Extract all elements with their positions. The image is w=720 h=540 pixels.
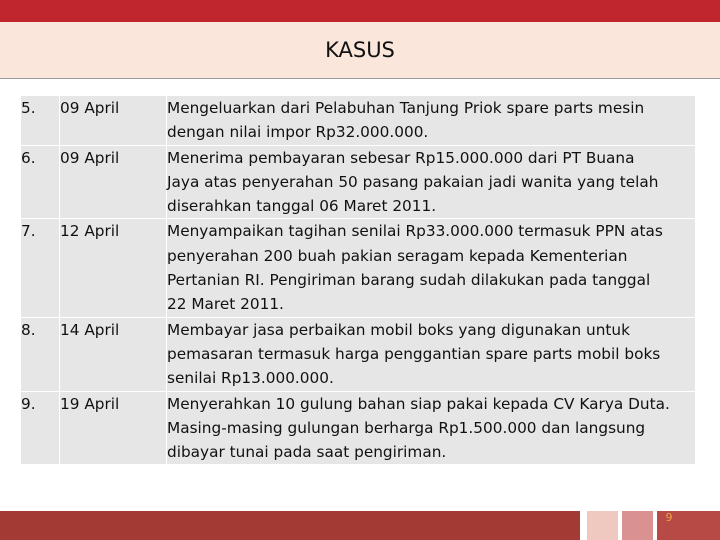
description-line: diserahkan tanggal 06 Maret 2011. bbox=[167, 197, 437, 216]
title-band bbox=[0, 22, 720, 79]
description-line: Jaya atas penyerahan 50 pasang pakaian jadi wanita yang telah bbox=[167, 172, 659, 191]
table-row bbox=[21, 391, 696, 465]
page-number: 9 bbox=[665, 511, 673, 524]
row-number: 8. bbox=[21, 317, 60, 391]
table-row bbox=[21, 145, 696, 219]
description-line: Menyerahkan 10 gulung bahan siap pakai kepada CV Karya Duta. bbox=[167, 394, 670, 413]
row-number: 5. bbox=[21, 96, 60, 146]
row-date: 19 April bbox=[60, 391, 167, 465]
description-line: Mengeluarkan dari Pelabuhan Tanjung Priok spare parts mesin bbox=[167, 99, 645, 117]
table-row bbox=[21, 219, 696, 317]
row-number: 6. bbox=[21, 145, 60, 219]
row-description bbox=[167, 219, 696, 317]
row-date: 12 April bbox=[60, 219, 167, 317]
footer-segment-medium bbox=[622, 511, 653, 540]
description-line: Menyampaikan tagihan senilai Rp33.000.000 termasuk PPN atas bbox=[167, 222, 663, 241]
row-description bbox=[167, 317, 696, 391]
row-number: 9. bbox=[21, 391, 60, 465]
description-line: Menerima pembayaran sebesar Rp15.000.000 dari PT Buana bbox=[167, 148, 635, 167]
description-line: pemasaran termasuk harga penggantian spare parts mobil boks bbox=[167, 344, 661, 363]
row-description bbox=[167, 391, 696, 465]
page-title: KASUS bbox=[325, 38, 395, 62]
footer-segment-main bbox=[0, 511, 580, 540]
case-table bbox=[20, 95, 696, 465]
description-line: Membayar jasa perbaikan mobil boks yang digunakan untuk bbox=[167, 320, 630, 339]
row-number: 7. bbox=[21, 219, 60, 317]
footer-bar bbox=[0, 511, 720, 540]
description-line: Pertanian RI. Pengiriman barang sudah dilakukan pada tanggal bbox=[167, 271, 651, 290]
top-accent-bar bbox=[0, 0, 720, 22]
table-row bbox=[21, 96, 696, 146]
footer-segment-light bbox=[587, 511, 618, 540]
row-description bbox=[167, 96, 696, 146]
table-row bbox=[21, 317, 696, 391]
description-line: dengan nilai impor Rp32.000.000. bbox=[167, 123, 429, 142]
row-date: 09 April bbox=[60, 96, 167, 146]
case-table-body bbox=[21, 96, 696, 465]
description-line: 22 Maret 2011. bbox=[167, 295, 284, 314]
row-date: 14 April bbox=[60, 317, 167, 391]
description-line: dibayar tunai pada saat pengiriman. bbox=[167, 443, 447, 462]
description-line: Masing-masing gulungan berharga Rp1.500.000 dan langsung bbox=[167, 418, 646, 437]
description-line: senilai Rp13.000.000. bbox=[167, 369, 334, 388]
row-description bbox=[167, 145, 696, 219]
row-date: 09 April bbox=[60, 145, 167, 219]
description-line: penyerahan 200 buah pakian seragam kepada Kementerian bbox=[167, 246, 628, 265]
